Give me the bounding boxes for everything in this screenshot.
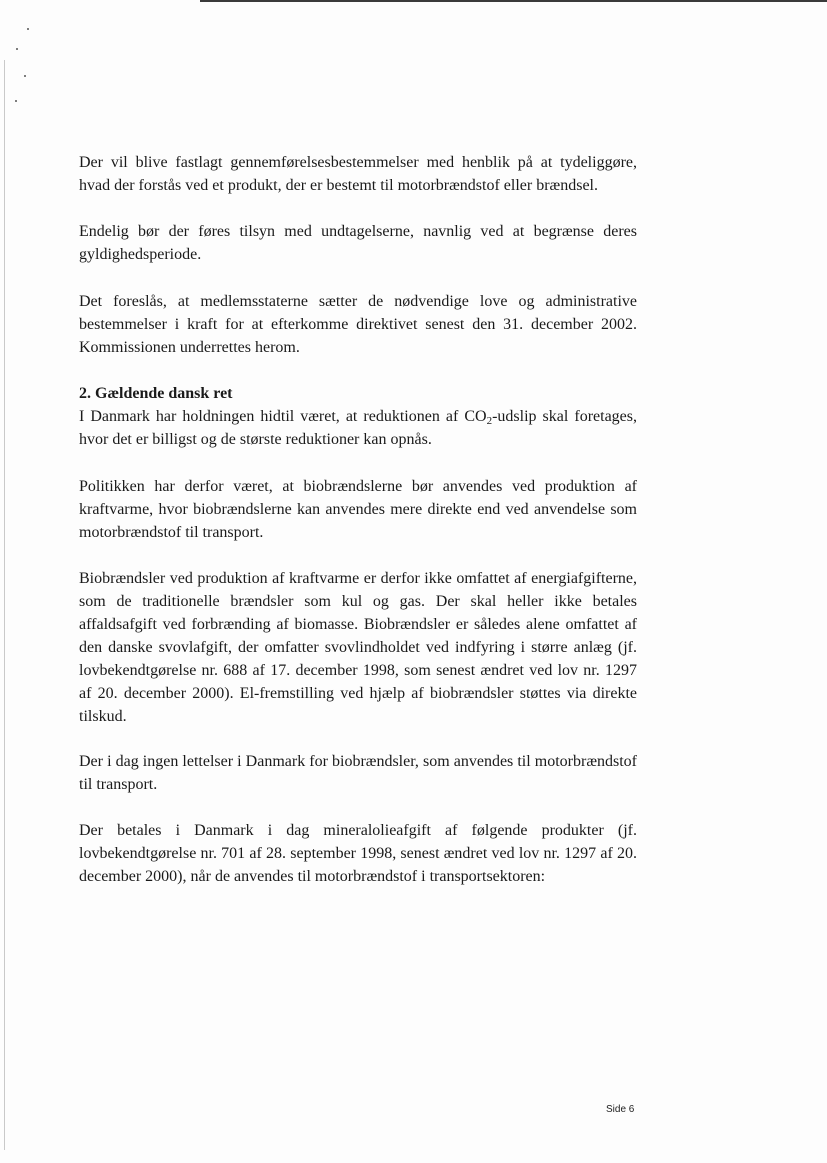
paragraph-co2-text-end: -udslip skal foretages, hvor det er billigst og de største reduktioner kan opnås. — [79, 408, 638, 448]
paragraph-no-relief: Der i dag ingen lettelser i Danmark for biobrændsler, som anvendes til motorbrændstof til transport. — [79, 753, 637, 793]
scan-speck — [27, 28, 29, 30]
paragraph-implementing-provisions: Der vil blive fastlagt gennemførelsesbestemmelser med henblik på at tydeliggøre, hvad der forstås ved et produkt, der er bestemt til motorbrændstof eller brændsel. — [79, 154, 637, 194]
paragraph-exemption-supervision: Endelig bør der føres tilsyn med undtagelserne, navnlig ved at begrænse deres gyldighedsperiode. — [79, 223, 637, 263]
co2-subscript: 2 — [486, 415, 493, 427]
scan-speck — [16, 48, 18, 50]
paragraph-co2-text-start: I Danmark har holdningen hidtil været, at reduktionen af CO — [79, 408, 487, 425]
top-border-line — [200, 0, 827, 2]
scan-margin-line — [4, 60, 5, 1150]
paragraph-co2-policy — [79, 405, 637, 451]
scan-speck — [15, 100, 17, 102]
section-heading: 2. Gældende dansk ret — [79, 385, 233, 402]
paragraph-mineral-oil-tax: Der betales i Danmark i dag mineralolieafgift af følgende produkter (jf. lovbekendtgørelse nr. 701 af 28. september 1998, senest ændret ved lov nr. 1297 af 20. december 2000), når de anvendes til motorbrændstof i transportsektoren: — [79, 822, 637, 885]
paragraph-transposition-deadline: Det foreslås, at medlemsstaterne sætter de nødvendige love og administrative bestemmelser i kraft for at efterkomme direktivet senest den 31. december 2002. Kommissionen underrettes herom. — [79, 293, 637, 356]
page-number: Side 6 — [606, 1104, 635, 1115]
paragraph-energy-taxes: Biobrændsler ved produktion af kraftvarme er derfor ikke omfattet af energiafgifterne, som de traditionelle brændsler som kul og gas. Der skal heller ikke betales affaldsafgift ved forbrænding af biomasse. Biobrændsler er således alene omfattet af den danske svovlafgift, der omfatter svovlindholdet ved indfyring i større anlæg (jf. lovbekendtgørelse nr. 688 af 17. december 1998, som senest ændret ved lov nr. 1297 af 20. december 2000). El-fremstilling ved hjælp af biobrændsler støttes via direkte tilskud. — [79, 570, 637, 725]
paragraph-cogeneration-policy: Politikken har derfor været, at biobrændslerne bør anvendes ved produktion af kraftvarme, hvor biobrændslerne kan anvendes mere direkte end ved anvendelse som motorbrændstof til transport. — [79, 478, 637, 541]
scan-speck — [24, 75, 26, 77]
